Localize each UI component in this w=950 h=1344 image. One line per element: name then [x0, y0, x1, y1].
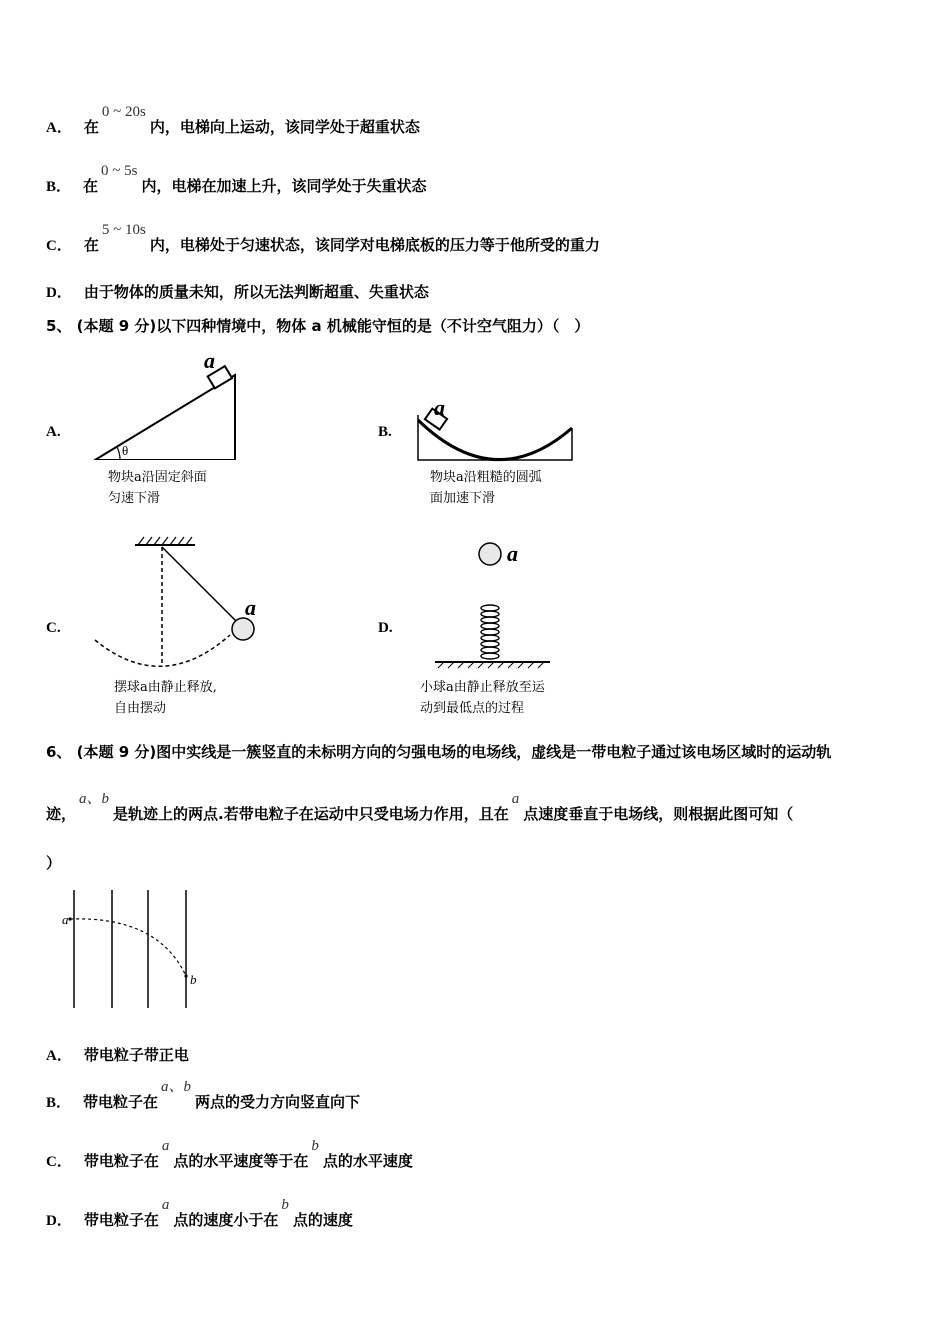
math-expression: b	[281, 1197, 289, 1213]
angle-theta: θ	[122, 443, 129, 458]
angle-arc	[117, 447, 120, 460]
point-b	[184, 974, 187, 977]
q4-option-b[interactable]	[46, 163, 427, 196]
option-label: A．	[46, 1048, 72, 1064]
option-text-mid: 点的速度小于在	[173, 1211, 279, 1229]
caption-line2: 自由摆动	[114, 701, 167, 716]
option-text-post: 内，电梯向上运动，该同学处于超重状态	[149, 118, 420, 136]
caption-line1: 物块a沿固定斜面	[108, 470, 207, 485]
math-expression: 5 ~ 10s	[101, 222, 146, 238]
incline-figure	[90, 350, 250, 460]
field-lines-figure	[58, 888, 208, 1010]
spring-figure	[430, 538, 560, 673]
q4-option-c[interactable]	[46, 222, 600, 255]
mark-a: a	[245, 595, 256, 620]
caption-line2: 匀速下滑	[108, 491, 161, 506]
option-label: B．	[46, 1095, 72, 1111]
pendulum-figure	[90, 535, 270, 670]
option-label: A．	[46, 120, 72, 136]
option-text-post: 内，电梯处于匀速状态，该同学对电梯底板的压力等于他所受的重力	[149, 236, 600, 254]
option-text-mid: 点的水平速度等于在	[173, 1152, 309, 1170]
option-text-post: 点的速度	[292, 1211, 353, 1229]
option-label: D．	[46, 285, 72, 301]
q6-option-c[interactable]	[46, 1138, 413, 1171]
option-text-pre: 在	[83, 118, 99, 136]
option-text-pre: 带电粒子在	[83, 1093, 159, 1111]
option-text-pre: 在	[83, 177, 99, 195]
stem-text: 迹，	[46, 805, 77, 823]
q6-option-d[interactable]	[46, 1197, 353, 1230]
math-expression: a	[161, 1197, 170, 1213]
ceiling-hatch	[138, 537, 192, 545]
q5-option-a-label[interactable]: A.	[46, 424, 61, 440]
label-b: b	[190, 972, 197, 987]
mark-a: a	[434, 395, 445, 420]
stem-text: 点速度垂直于电场线，则根据此图可知（	[523, 805, 794, 823]
ball	[479, 543, 501, 565]
q5-option-c-label[interactable]: C.	[46, 620, 61, 636]
option-text-post: 点的水平速度	[322, 1152, 413, 1170]
caption-line1: 物块a沿粗糙的圆弧	[430, 470, 542, 485]
caption-line1: 摆球a由静止释放,	[114, 680, 217, 695]
option-label: C．	[46, 238, 72, 254]
math-expression: 0 ~ 5s	[101, 163, 138, 179]
caption-line2: 面加速下滑	[430, 491, 496, 506]
q5-stem: 5、 (本题 9 分)以下四种情境中，物体 a 机械能守恒的是（不计空气阻力）（ ）	[46, 317, 590, 335]
q6-option-b[interactable]	[46, 1079, 361, 1112]
math-expression: a	[511, 791, 520, 807]
q6-option-a[interactable]	[46, 1044, 189, 1065]
label-a: a	[62, 912, 69, 927]
math-expression: a、b	[79, 791, 110, 807]
option-text-pre: 带电粒子在	[83, 1152, 159, 1170]
stem-text: 是轨迹上的两点.若带电粒子在运动中只受电场力作用，且在	[113, 805, 509, 823]
mark-a: a	[507, 541, 518, 566]
math-expression: a	[161, 1138, 170, 1154]
q6-stem-line1: 6、 (本题 9 分)图中实线是一簇竖直的未标明方向的匀强电场的电场线，虚线是一带电粒子通过该电场区域时的运动轨	[46, 743, 832, 761]
option-text-post: 内，电梯在加速上升，该同学处于失重状态	[141, 177, 427, 195]
q4-option-d[interactable]	[46, 281, 429, 302]
option-text-pre: 带电粒子在	[83, 1211, 159, 1229]
option-text-pre: 在	[83, 236, 99, 254]
mark-a: a	[204, 348, 215, 373]
option-text: 由于物体的质量未知，所以无法判断超重、失重状态	[83, 283, 429, 301]
q6-stem-line3: ）	[46, 854, 62, 872]
spring-coils	[481, 605, 499, 659]
caption-line2: 动到最低点的过程	[420, 701, 525, 716]
q5-option-b-label[interactable]: B.	[378, 424, 392, 440]
q5-option-d-label[interactable]: D.	[378, 620, 393, 636]
math-expression: 0 ~ 20s	[101, 104, 146, 120]
trajectory	[70, 919, 186, 976]
option-text: 带电粒子带正电	[83, 1046, 189, 1064]
option-label: C．	[46, 1154, 72, 1170]
string	[162, 547, 240, 625]
caption-line1: 小球a由静止释放至运	[420, 680, 545, 695]
math-expression: a、b	[161, 1079, 192, 1095]
option-label: B．	[46, 179, 72, 195]
math-expression: b	[311, 1138, 319, 1154]
ball	[232, 618, 254, 640]
option-label: D．	[46, 1213, 72, 1229]
q4-option-a[interactable]	[46, 104, 420, 137]
q6-stem-line2	[46, 791, 794, 824]
option-text-post: 两点的受力方向竖直向下	[195, 1093, 361, 1111]
